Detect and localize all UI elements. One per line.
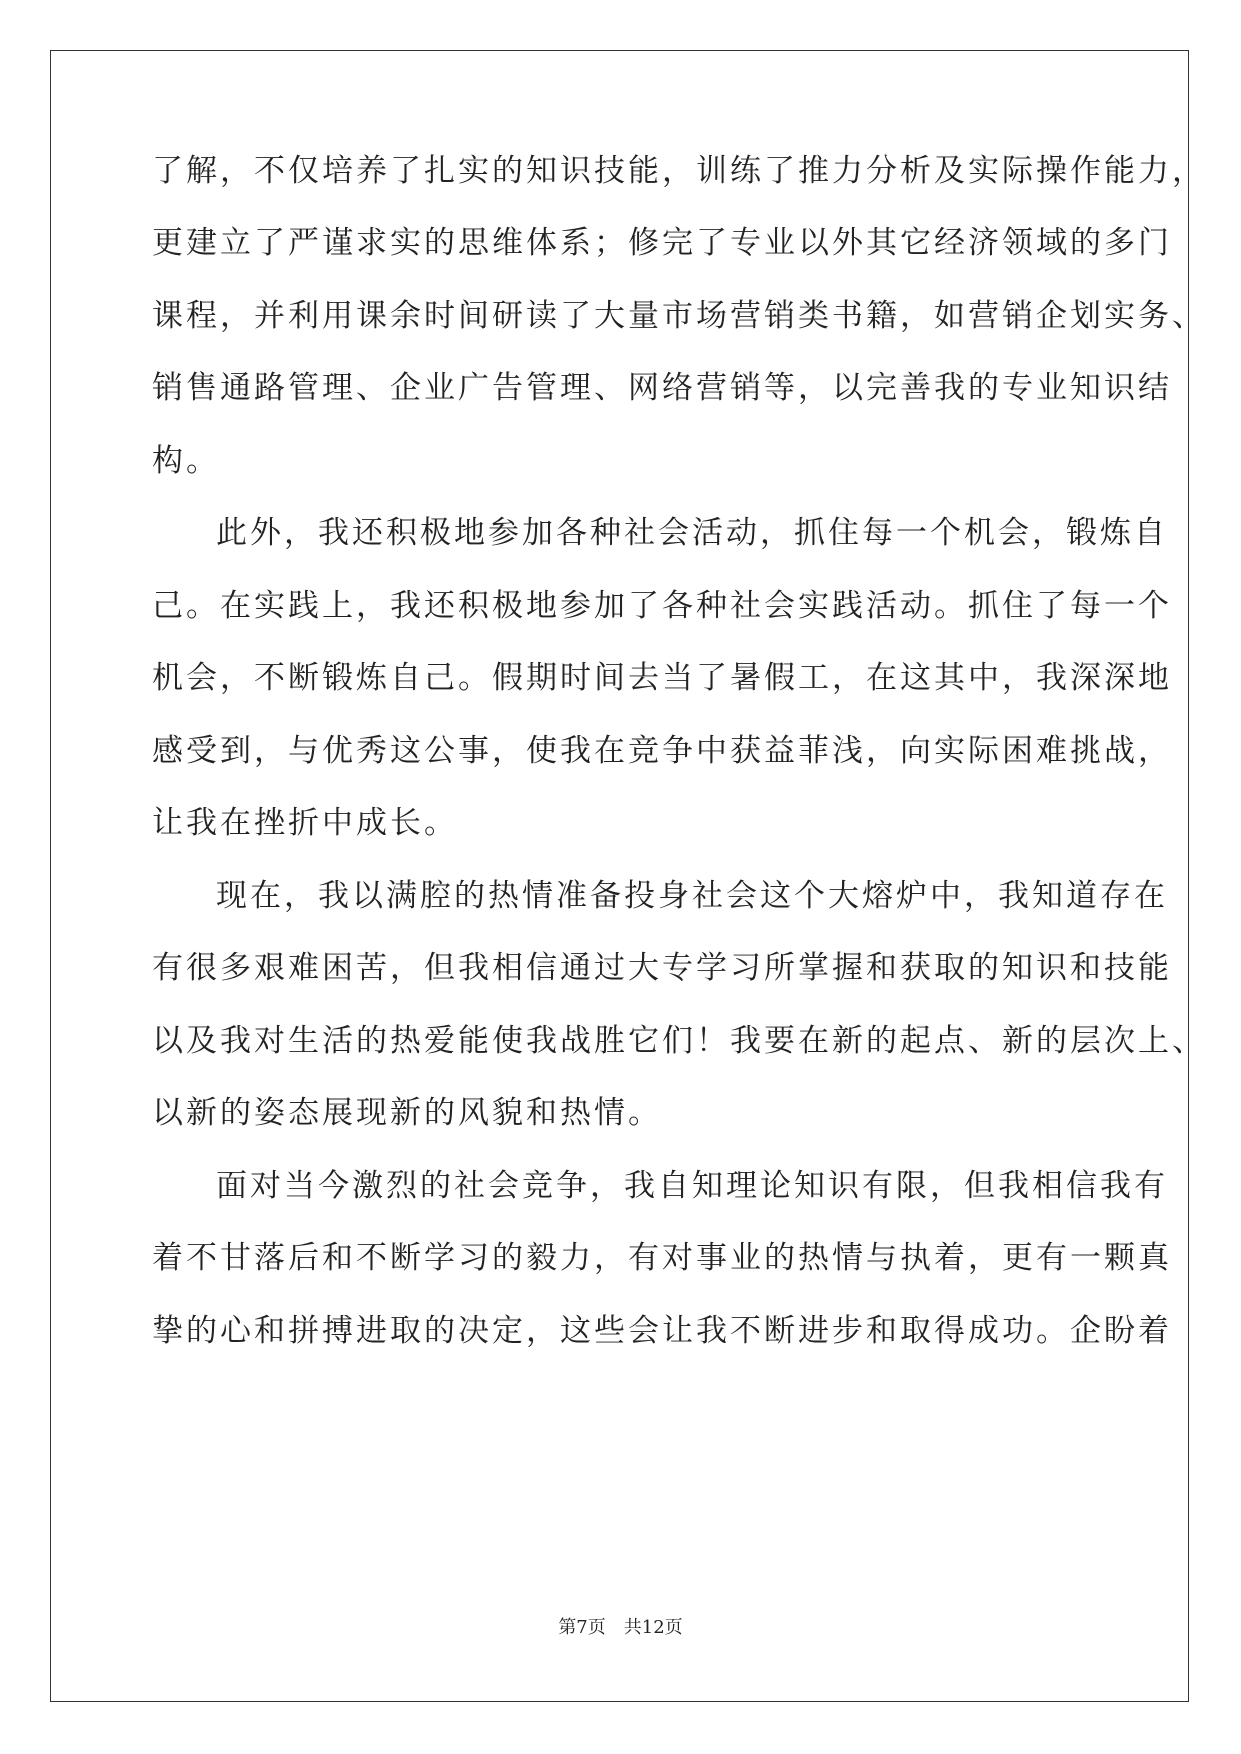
text-line: 挚的心和拼搏进取的决定，这些会让我不断进步和取得成功。企盼着 [152, 1313, 1172, 1349]
text-line: 机会，不断锻炼自己。假期时间去当了暑假工，在这其中，我深深地 [152, 660, 1172, 696]
text-line: 感受到，与优秀这公事，使我在竞争中获益菲浅，向实际困难挑战， [152, 733, 1172, 769]
page-footer [0, 1616, 1241, 1640]
text-line: 让我在挫折中成长。 [152, 805, 458, 841]
text-line: 销售通路管理、企业广告管理、网络营销等，以完善我的专业知识结 [152, 370, 1172, 406]
text-line: 己。在实践上，我还积极地参加了各种社会实践活动。抓住了每一个 [152, 588, 1172, 624]
text-line: 现在，我以满腔的热情准备投身社会这个大熔炉中，我知道存在 [216, 878, 1168, 914]
text-line: 此外，我还积极地参加各种社会活动，抓住每一个机会，锻炼自 [216, 515, 1168, 551]
page-number-current: 第7页 [558, 1617, 606, 1638]
text-line: 更建立了严谨求实的思维体系；修完了专业以外其它经济领域的多门 [152, 225, 1172, 261]
text-line: 着不甘落后和不断学习的毅力，有对事业的热情与执着，更有一颗真 [152, 1240, 1172, 1276]
text-line: 以新的姿态展现新的风貌和热情。 [152, 1095, 662, 1131]
text-line: 课程，并利用课余时间研读了大量市场营销类书籍，如营销企划实务、 [152, 298, 1206, 334]
text-line: 了解，不仅培养了扎实的知识技能，训练了推力分析及实际操作能力， [152, 153, 1206, 189]
text-line: 构。 [152, 443, 220, 479]
text-line: 以及我对生活的热爱能使我战胜它们！我要在新的起点、新的层次上、 [152, 1023, 1206, 1059]
text-line: 有很多艰难困苦，但我相信通过大专学习所掌握和获取的知识和技能 [152, 950, 1172, 986]
text-line: 面对当今激烈的社会竞争，我自知理论知识有限，但我相信我有 [216, 1168, 1168, 1204]
page-number-total: 共12页 [623, 1617, 683, 1638]
